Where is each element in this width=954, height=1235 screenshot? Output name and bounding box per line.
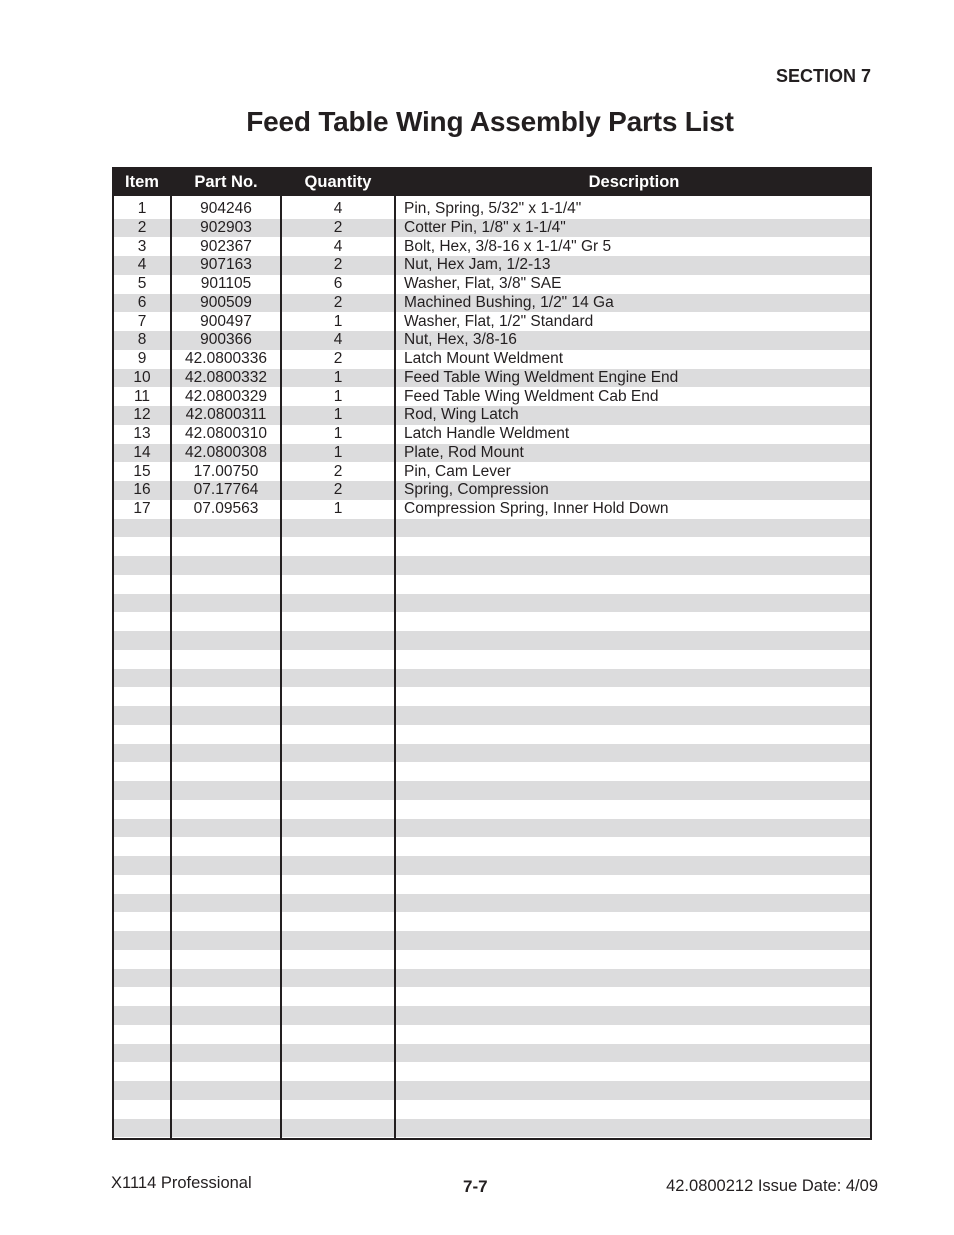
item-number-cell: 7	[137, 312, 147, 330]
quantity-cell: 4	[333, 237, 343, 255]
description-cell: Nut, Hex Jam, 1/2-13	[404, 256, 551, 274]
description-cell: Latch Handle Weldment	[404, 425, 570, 442]
part-number-cell: 42.0800336	[185, 350, 267, 367]
table-row	[114, 369, 870, 388]
quantity-cell: 1	[333, 425, 343, 442]
table-row	[114, 256, 870, 275]
row-stripe	[114, 744, 870, 763]
part-number-cell: 900509	[200, 293, 252, 311]
description-cell: Pin, Cam Lever	[404, 462, 511, 480]
footer-doc-number: 42.0800212 Issue Date: 4/09	[666, 1177, 878, 1195]
section-label: SECTION 7	[775, 66, 871, 86]
item-number-cell: 11	[133, 387, 151, 405]
description-cell: Spring, Compression	[404, 481, 549, 499]
item-number-cell: 15	[133, 462, 151, 480]
item-number-cell: 9	[137, 350, 147, 367]
quantity-cell: 4	[333, 331, 343, 349]
quantity-cell: 1	[333, 387, 343, 405]
description-cell: Nut, Hex, 3/8-16	[404, 331, 517, 349]
table-row	[114, 350, 870, 369]
quantity-cell: 1	[333, 312, 343, 330]
item-number-cell: 10	[133, 368, 151, 386]
item-number-cell: 4	[137, 256, 147, 274]
description-cell: Machined Bushing, 1/2" 14 Ga	[404, 293, 614, 311]
part-number-cell: 07.17764	[193, 481, 259, 499]
table-row	[114, 294, 870, 313]
description-cell: Feed Table Wing Weldment Engine End	[404, 368, 679, 386]
description-cell: Washer, Flat, 3/8" SAE	[404, 275, 562, 292]
table-row	[114, 463, 870, 482]
row-stripe	[114, 1044, 870, 1063]
column-header-item: Item	[125, 173, 159, 191]
quantity-cell: 4	[333, 200, 343, 217]
part-number-cell: 42.0800308	[185, 443, 267, 461]
part-number-cell: 07.09563	[193, 500, 259, 517]
quantity-cell: 1	[333, 443, 343, 461]
item-number-cell: 17	[133, 500, 151, 517]
description-cell: Washer, Flat, 1/2" Standard	[404, 312, 594, 330]
table-row	[114, 238, 870, 257]
quantity-cell: 2	[333, 218, 343, 236]
row-stripe	[114, 706, 870, 725]
part-number-cell: 42.0800329	[185, 387, 267, 405]
description-cell: Rod, Wing Latch	[404, 406, 519, 424]
description-cell: Plate, Rod Mount	[404, 443, 524, 461]
table-row	[114, 500, 870, 519]
description-cell: Feed Table Wing Weldment Cab End	[404, 387, 659, 405]
item-number-cell: 12	[133, 406, 151, 424]
page-number: 7-7	[463, 1177, 488, 1196]
description-cell: Pin, Spring, 5/32" x 1-1/4"	[404, 200, 582, 217]
description-cell: Latch Mount Weldment	[404, 350, 564, 367]
part-number-cell: 904246	[200, 200, 252, 217]
quantity-cell: 1	[333, 368, 343, 386]
row-stripe	[114, 894, 870, 913]
table-row	[114, 388, 870, 407]
part-number-cell: 901105	[200, 275, 252, 292]
row-stripe	[114, 556, 870, 575]
parts-table	[112, 167, 872, 1140]
part-number-cell: 42.0800332	[185, 368, 267, 386]
row-stripe	[114, 594, 870, 613]
table-header	[114, 169, 870, 196]
row-stripe	[114, 969, 870, 988]
description-cell: Cotter Pin, 1/8" x 1-1/4"	[404, 218, 566, 236]
table-row	[114, 275, 870, 294]
item-number-cell: 16	[133, 481, 151, 499]
row-stripe	[114, 519, 870, 538]
row-stripe	[114, 1081, 870, 1100]
quantity-cell: 2	[333, 462, 343, 480]
table-row	[114, 425, 870, 444]
row-stripe	[114, 931, 870, 950]
item-number-cell: 1	[137, 200, 147, 217]
table-row	[114, 313, 870, 332]
table-row	[114, 219, 870, 238]
part-number-cell: 42.0800310	[185, 425, 267, 442]
quantity-cell: 2	[333, 293, 343, 311]
row-stripe	[114, 819, 870, 838]
table-row	[114, 481, 870, 500]
description-cell: Compression Spring, Inner Hold Down	[404, 500, 669, 517]
part-number-cell: 17.00750	[193, 462, 259, 480]
quantity-cell: 1	[333, 500, 343, 517]
part-number-cell: 907163	[200, 256, 252, 274]
item-number-cell: 6	[137, 293, 147, 311]
part-number-cell: 42.0800311	[185, 406, 267, 424]
description-cell: Bolt, Hex, 3/8-16 x 1-1/4" Gr 5	[404, 237, 612, 255]
quantity-cell: 2	[333, 481, 343, 499]
table-row	[114, 406, 870, 425]
part-number-cell: 902367	[200, 237, 252, 255]
part-number-cell: 900497	[200, 312, 252, 330]
table-body	[114, 200, 870, 519]
quantity-cell: 6	[333, 275, 343, 292]
quantity-cell: 2	[333, 350, 343, 367]
page-title: Feed Table Wing Assembly Parts List	[246, 106, 734, 137]
row-stripe	[114, 1006, 870, 1025]
part-number-cell: 902903	[200, 218, 252, 236]
column-header-quantity: Quantity	[304, 173, 372, 191]
part-number-cell: 900366	[200, 331, 252, 349]
item-number-cell: 13	[133, 425, 151, 442]
table-row	[114, 331, 870, 350]
item-number-cell: 5	[137, 275, 147, 292]
column-header-description: Description	[588, 173, 680, 191]
row-stripe	[114, 669, 870, 688]
quantity-cell: 1	[333, 406, 343, 424]
item-number-cell: 2	[137, 218, 147, 236]
item-number-cell: 3	[137, 237, 147, 255]
quantity-cell: 2	[333, 256, 343, 274]
table-row	[114, 200, 870, 219]
row-stripe	[114, 856, 870, 875]
item-number-cell: 14	[133, 443, 151, 461]
footer-model: X1114 Professional	[111, 1174, 252, 1192]
row-stripe	[114, 781, 870, 800]
table-row	[114, 444, 870, 463]
column-header-part-no: Part No.	[194, 173, 258, 191]
item-number-cell: 8	[137, 331, 147, 349]
row-stripe	[114, 1119, 870, 1138]
row-stripe	[114, 631, 870, 650]
